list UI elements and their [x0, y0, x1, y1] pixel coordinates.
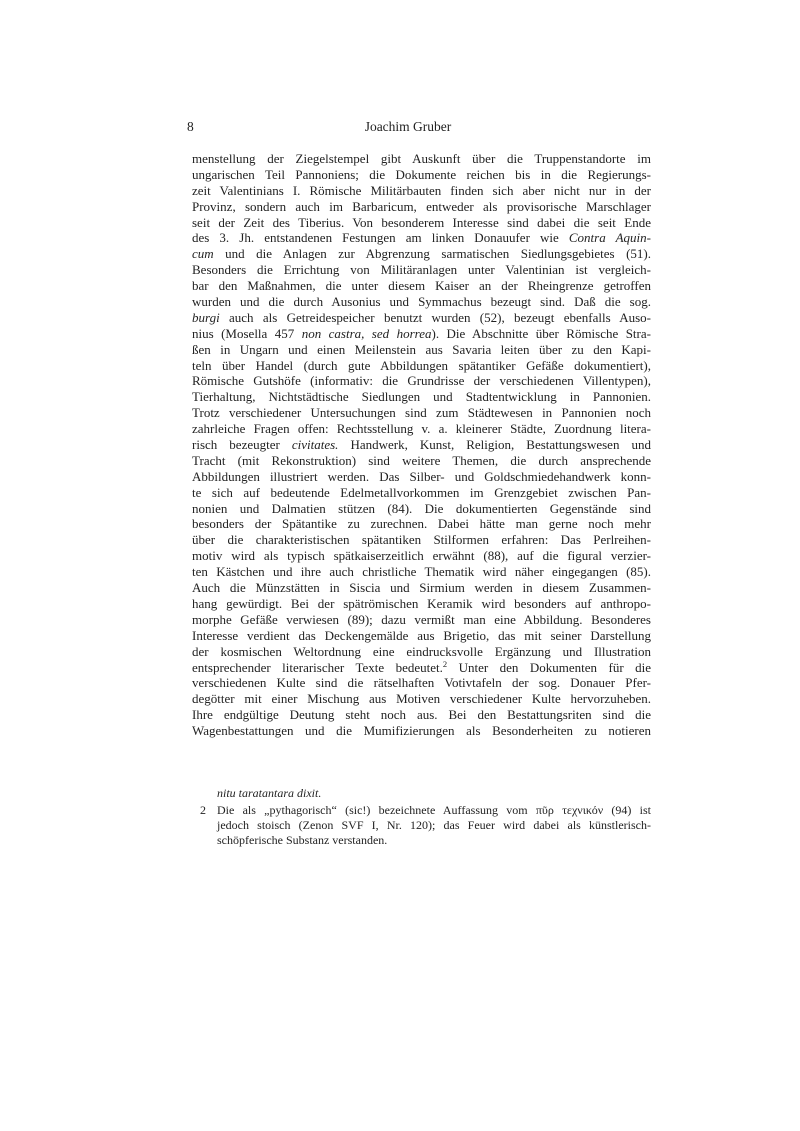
italic-text: civitates. — [291, 437, 339, 453]
text-segment: Römische Gutshöfe (informativ: die Grundrisse der verschiedenen Villentypen), — [192, 373, 651, 389]
text-segment: bar den Maßnahmen, die unter diesem Kaiser an der Rheingrenze getroffen — [192, 278, 651, 294]
text-line — [192, 358, 651, 374]
text-line — [192, 516, 651, 532]
text-line — [192, 342, 651, 358]
text-line — [192, 469, 651, 485]
text-segment: ßen in Ungarn und einen Meilenstein aus Savaria leiten über zu den Kapi- — [192, 341, 651, 357]
text-segment: über die charakteristischen spätantiken Stilformen erfahren: Das Perlreihen- — [192, 532, 651, 548]
text-line — [192, 262, 651, 278]
footnote-line: Die als „pythagorisch“ (sic!) bezeichnete Auffassung vom πῦρ τεχνικόν (94) ist — [217, 803, 651, 817]
text-line — [192, 596, 651, 612]
text-line — [192, 675, 651, 691]
text-line — [192, 294, 651, 310]
text-segment: te sich auf bedeutende Edelmetallvorkommen im Grenzgebiet zwischen Pan- — [192, 484, 651, 500]
footnotes — [200, 786, 651, 848]
text-segment: des 3. Jh. entstandenen Festungen am linken Donauufer wie — [192, 230, 569, 246]
footnote-line: schöpferische Substanz verstanden. — [217, 833, 388, 847]
text-line — [192, 660, 651, 676]
text-segment: seit der Zeit des Tiberius. Von besonderem Interesse sind dabei die seit Ende — [192, 214, 651, 230]
text-segment: morphe Gefäße verwiesen (89); dazu vermißt man eine Abbildung. Besonderes — [192, 611, 651, 627]
footnote-ref: 2 — [442, 658, 448, 669]
text-segment: degötter mit einer Mischung aus Motiven verschiedener Kulte hervorzuheben. — [192, 691, 651, 707]
text-line — [192, 421, 651, 437]
footnote-number: 2 — [200, 803, 206, 817]
text-segment: hang gewürdigt. Bei der spätrömischen Keramik wird besonders auf anthropo- — [192, 595, 651, 611]
text-line — [192, 167, 651, 183]
italic-text: burgi — [192, 309, 220, 325]
text-segment: motiv wird als typisch spätkaiserzeitlich erwähnt (88), auf die figural verzier- — [192, 548, 651, 564]
text-line — [192, 326, 651, 342]
footnote-continuation-text: nitu taratantara dixit. — [217, 786, 322, 800]
text-line — [192, 453, 651, 469]
text-segment: besonders der Spätantike zu zurechnen. Dabei hätte man gerne noch mehr — [192, 516, 651, 532]
text-segment: risch bezeugter — [192, 437, 292, 453]
text-line — [192, 548, 651, 564]
text-line — [192, 437, 651, 453]
text-line — [192, 278, 651, 294]
footnote-2 — [200, 803, 651, 848]
text-line — [192, 405, 651, 421]
text-segment: ten Kästchen und ihre auch christliche Thematik wird näher eingegangen (85). — [192, 564, 651, 580]
italic-text: non castra, sed horrea — [301, 325, 432, 341]
text-line — [192, 644, 651, 660]
text-segment: verschiedenen Kulte sind die rätselhaften Votivtafeln der sog. Donauer Pfer- — [192, 675, 651, 691]
text-line — [192, 564, 651, 580]
text-segment: und die Anlagen zur Abgrenzung sarmatischen Siedlungsgebietes (51). — [213, 246, 651, 262]
page-number: 8 — [187, 119, 194, 134]
body-text — [192, 151, 651, 739]
text-segment: Besonders die Errichtung von Militäranlagen unter Valentinian ist vergleich- — [192, 262, 651, 278]
text-segment: Ihre endgültige Deutung steht noch aus. Bei den Bestattungsriten sind die — [192, 707, 651, 723]
footnote-line: jedoch stoisch (Zenon SVF I, Nr. 120); das Feuer wird dabei als künstlerisch- — [217, 818, 651, 832]
text-segment: teln über Handel (durch gute Abbildungen spätantiker Gefäße dokumentiert), — [192, 357, 651, 373]
text-line — [192, 691, 651, 707]
text-line — [192, 183, 651, 199]
text-segment: entsprechender literarischer Texte bedeutet. — [192, 659, 443, 675]
text-segment: Abbildungen illustriert werden. Das Silber- und Goldschmiedehandwerk konn- — [192, 468, 651, 484]
text-segment: wurden und die durch Ausonius und Symmachus bezeugt sind. Daß die sog. — [192, 294, 651, 310]
text-segment: Tracht (mit Rekonstruktion) sind weitere Themen, die durch ansprechende — [192, 452, 651, 468]
text-line — [192, 199, 651, 215]
text-segment: Provinz, sondern auch im Barbaricum, entweder als provisorische Marschlager — [192, 198, 651, 214]
text-line — [192, 215, 651, 231]
text-line — [192, 532, 651, 548]
text-segment: ungarischen Teil Pannoniens; die Dokumente reichen bis in die Regierungs- — [192, 166, 651, 182]
text-segment: zahrleiche Fragen offen: Rechtsstellung v. a. kleinerer Städte, Zuordnung litera- — [192, 421, 651, 437]
text-segment: Unter den Dokumenten für die — [447, 659, 651, 675]
text-segment: auch als Getreidespeicher benutzt wurden (52), bezeugt ebenfalls Auso- — [219, 309, 651, 325]
text-segment: zeit Valentinians I. Römische Militärbauten finden sich aber nicht nur in der — [192, 182, 651, 198]
text-segment: Trotz verschiedener Untersuchungen sind zum Städtewesen in Pannonien noch — [192, 405, 651, 421]
text-segment: der kosmischen Weltordnung eine eindrucksvolle Ergänzung und Illustration — [192, 643, 651, 659]
text-segment: nonien und Dalmatien stützen (84). Die dokumentierten Gegenstände sind — [192, 500, 651, 516]
text-line — [192, 580, 651, 596]
text-line — [192, 373, 651, 389]
text-line — [192, 485, 651, 501]
text-segment: Interesse verdient das Deckengemälde aus Brigetio, das mit seiner Darstellung — [192, 627, 651, 643]
text-line — [192, 723, 651, 739]
text-line — [192, 310, 651, 326]
text-line — [192, 230, 651, 246]
footnote-continuation — [200, 786, 651, 803]
text-segment: Wagenbestattungen und die Mumifizierungen als Besonderheiten zu notieren — [192, 723, 651, 739]
text-segment: nius (Mosella 457 — [192, 325, 302, 341]
italic-text: cum — [192, 246, 214, 262]
text-segment: ). Die Abschnitte über Römische Stra- — [431, 325, 651, 341]
text-segment: Handwerk, Kunst, Religion, Bestattungswesen und — [338, 437, 651, 453]
text-line — [192, 246, 651, 262]
text-segment: Tierhaltung, Nichtstädtische Siedlungen und Stadtentwicklung in Pannonien. — [192, 389, 651, 405]
running-head: Joachim Gruber — [364, 119, 452, 134]
text-line — [192, 707, 651, 723]
text-line — [192, 501, 651, 517]
text-segment: Auch die Münzstätten in Siscia und Sirmium werden in diesem Zusammen- — [192, 580, 651, 596]
text-line — [192, 612, 651, 628]
italic-text: Contra Aquin- — [568, 230, 651, 246]
text-line — [192, 151, 651, 167]
text-segment: menstellung der Ziegelstempel gibt Auskunft über die Truppenstandorte im — [192, 151, 651, 166]
text-line — [192, 389, 651, 405]
text-line — [192, 628, 651, 644]
